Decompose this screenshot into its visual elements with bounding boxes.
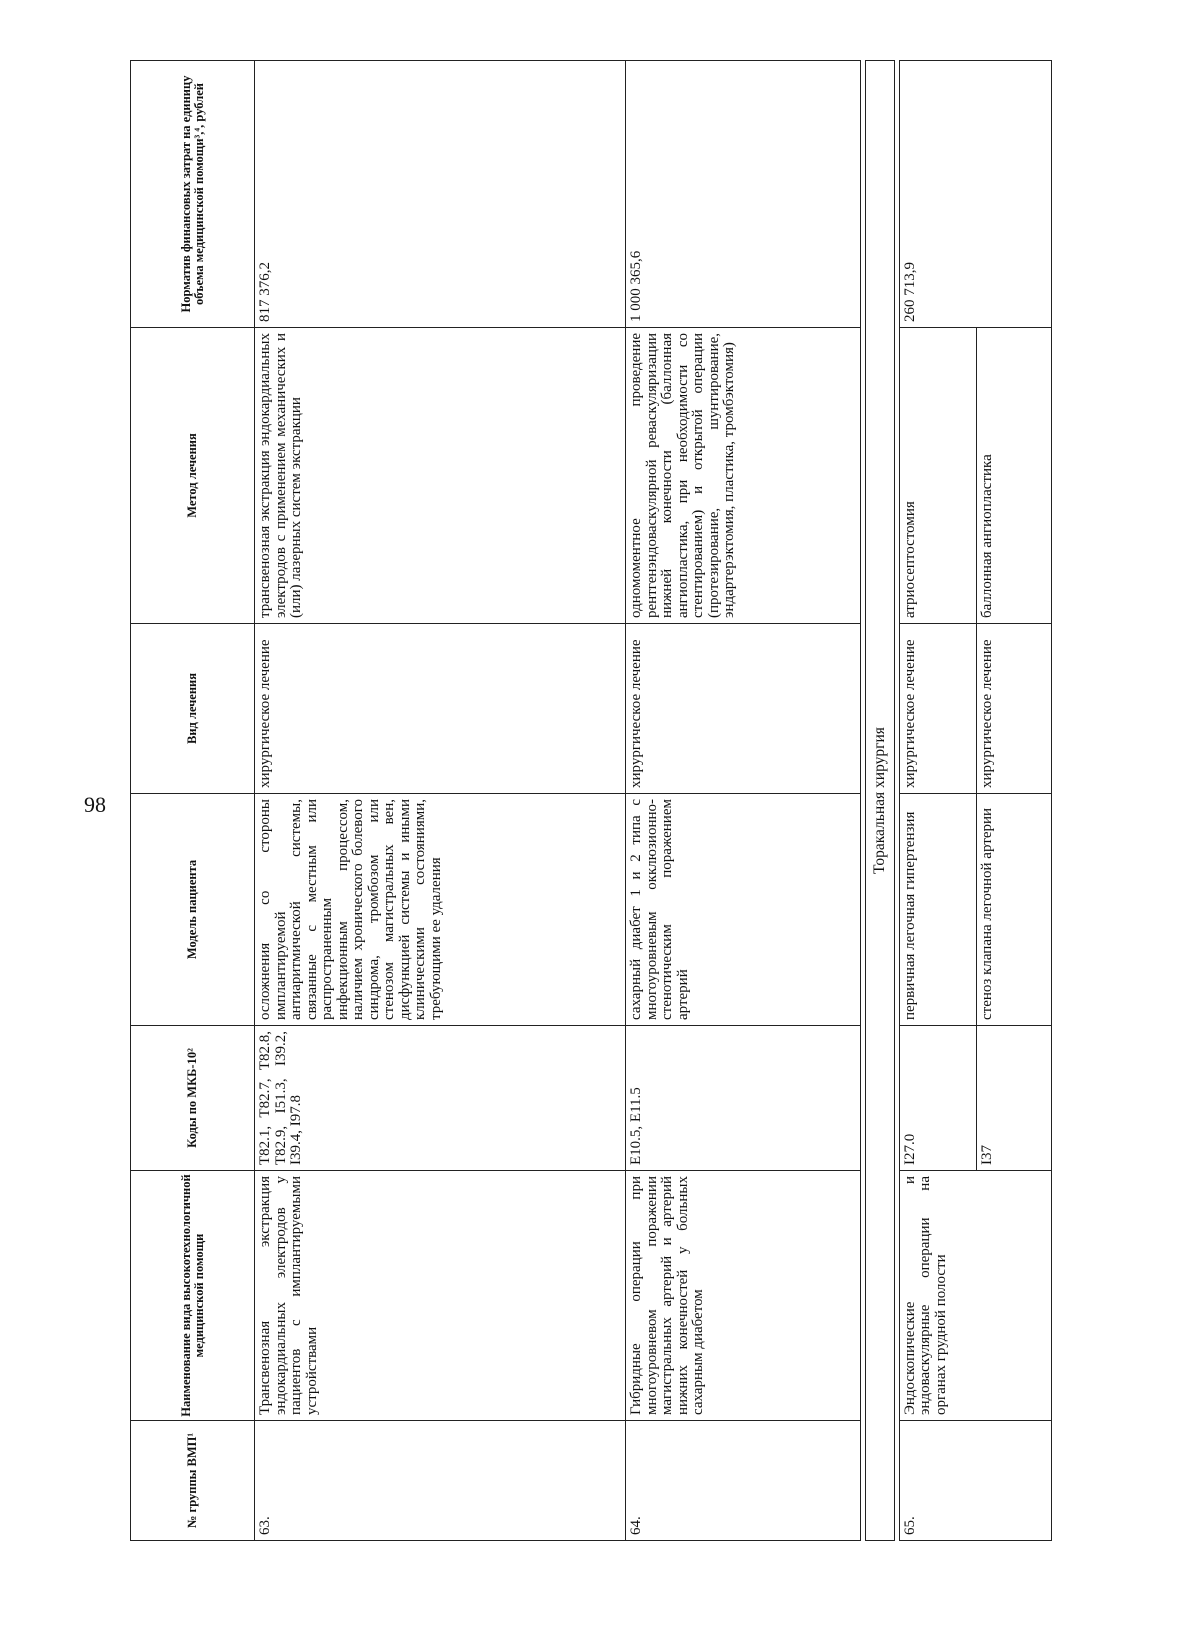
cell-type: хирургическое лечение bbox=[899, 624, 976, 794]
header-method: Метод лечения bbox=[131, 328, 255, 624]
section-title: Торакальная хирургия bbox=[866, 61, 895, 1541]
cell-method: баллонная ангиопластика bbox=[976, 328, 1051, 624]
cell-method: одномоментное проведение рентгенэндоваскулярной реваскуляризации нижней конечности (баллонная ангиопластика, при необходимости со стентированием) и открытой операции (протезирование, шунтирование, эндартерэктомия, пластика, тромбэктомия) bbox=[626, 328, 861, 624]
cell-num: 65. bbox=[899, 1421, 1051, 1541]
cell-norm: 817 376,2 bbox=[255, 61, 626, 328]
cell-num: 64. bbox=[626, 1421, 861, 1541]
header-num: № группы ВМП¹ bbox=[131, 1421, 255, 1541]
header-type: Вид лечения bbox=[131, 624, 255, 794]
cell-method: атриосептостомия bbox=[899, 328, 976, 624]
cell-name: Трансвенозная экстракция эндокардиальных электродов у пациентов с имплантируемыми устройствами bbox=[255, 1171, 626, 1421]
cell-codes: E10.5, E11.5 bbox=[626, 1026, 861, 1171]
cell-norm: 1 000 365,6 bbox=[626, 61, 861, 328]
cell-norm: 260 713,9 bbox=[899, 61, 1051, 328]
cell-codes: T82.1, T82.7, T82.8, T82.9, I51.3, I39.2, I39.4, I97.8 bbox=[255, 1026, 626, 1171]
cell-codes: I37 bbox=[976, 1026, 1051, 1171]
cell-name: Эндоскопические и эндоваскулярные операции на органах грудной полости bbox=[899, 1171, 1051, 1421]
vmp-table bbox=[130, 60, 1052, 1541]
cell-type: хирургическое лечение bbox=[976, 624, 1051, 794]
cell-model: стеноз клапана легочной артерии bbox=[976, 794, 1051, 1026]
rotated-table-container bbox=[130, 61, 1012, 1541]
page-number: 98 bbox=[84, 792, 106, 817]
cell-model: первичная легочная гипертензия bbox=[899, 794, 976, 1026]
table-row bbox=[626, 61, 861, 1541]
cell-name: Гибридные операции при многоуровневом поражении магистральных артерий и артерий нижних конечностей у больных сахарным диабетом bbox=[626, 1171, 861, 1421]
cell-model: осложнения со стороны имплантируемой антиаритмической системы, связанные с местным или распространенным инфекционным процессом, наличием хронического болевого синдрома, тромбозом или стенозом магистральных вен, дисфункцией системы и иными клиническими состояниями, требующими ее удаления bbox=[255, 794, 626, 1026]
table-row bbox=[899, 61, 976, 1541]
cell-type: хирургическое лечение bbox=[255, 624, 626, 794]
header-model: Модель пациента bbox=[131, 794, 255, 1026]
table-row bbox=[255, 61, 626, 1541]
section-row bbox=[866, 61, 895, 1541]
cell-codes: I27.0 bbox=[899, 1026, 976, 1171]
cell-model: сахарный диабет 1 и 2 типа с многоуровневым окклюзионно-стенотическим поражением артерий bbox=[626, 794, 861, 1026]
cell-type: хирургическое лечение bbox=[626, 624, 861, 794]
cell-method: трансвенозная экстракция эндокардиальных электродов с применением механических и (или) лазерных систем экстракции bbox=[255, 328, 626, 624]
header-codes: Коды по МКБ-10² bbox=[131, 1026, 255, 1171]
header-norm: Норматив финансовых затрат на единицу объема медицинской помощи³,⁴, рублей bbox=[131, 61, 255, 328]
cell-num: 63. bbox=[255, 1421, 626, 1541]
header-name: Наименование вида высокотехнологичной медицинской помощи bbox=[131, 1171, 255, 1421]
